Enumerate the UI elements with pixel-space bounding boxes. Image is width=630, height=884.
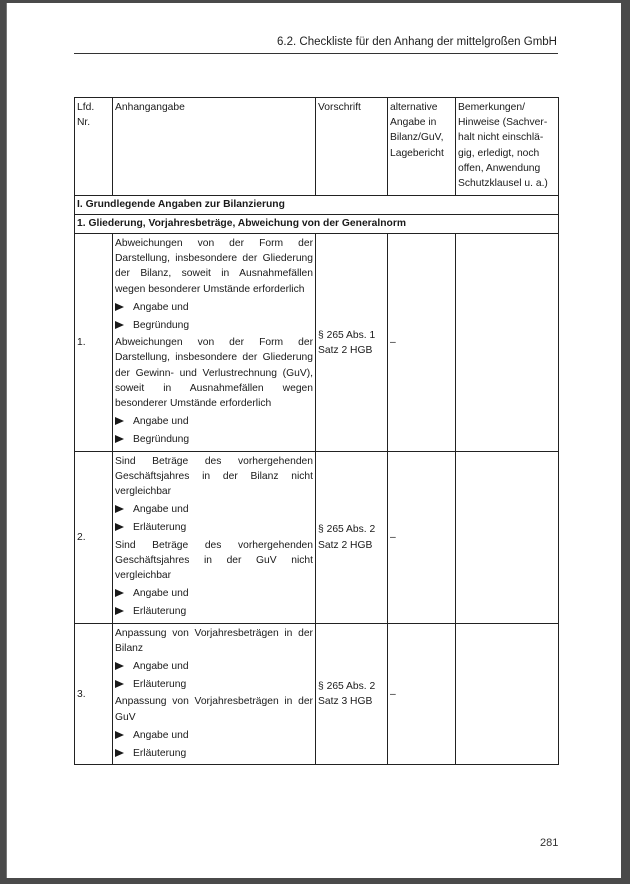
- header-alt-line: alternative: [390, 102, 438, 113]
- bullet-text: Erläuterung: [133, 522, 187, 534]
- bullet-text: Angabe und: [133, 416, 189, 428]
- table-row: [75, 623, 559, 765]
- header-lfd-label: Lfd.: [77, 102, 95, 113]
- bemerkungen-cell[interactable]: [456, 623, 559, 765]
- bullet-item: [115, 520, 313, 535]
- vorschrift-line: Satz 2 HGB: [318, 344, 373, 356]
- vorschrift-line: Satz 3 HGB: [318, 696, 373, 708]
- bemerkungen-cell[interactable]: [456, 451, 559, 623]
- triangle-bullet-icon: [115, 731, 124, 739]
- triangle-bullet-icon: [115, 321, 124, 329]
- triangle-bullet-icon: [115, 749, 124, 757]
- bullet-text: Angabe und: [133, 588, 189, 600]
- vorschrift-cell: [316, 623, 388, 765]
- row-number: 2.: [75, 451, 113, 623]
- header-alt-line: Lagebericht: [390, 147, 444, 159]
- table-row: [75, 234, 559, 452]
- header-alternative-angabe: [388, 98, 456, 196]
- requirement-text: Abweichungen von der Form der Darstellung, insbesondere der Gliederung der Gewinn- und Verlustrechnung (GuV), soweit in Ausnahmefällen wegen besonderer Umstände erforderlich: [115, 337, 313, 410]
- bullet-item: [115, 414, 313, 429]
- triangle-bullet-icon: [115, 505, 124, 513]
- page-number: 281: [540, 837, 559, 849]
- vorschrift-line: § 265 Abs. 2: [318, 524, 376, 536]
- bullet-item: [115, 746, 313, 761]
- bullet-text: Erläuterung: [133, 606, 187, 618]
- header-bem-line: gig, erledigt, noch: [458, 147, 540, 159]
- triangle-bullet-icon: [115, 303, 124, 311]
- header-bem-line: Schutzklausel u. a.): [458, 178, 548, 190]
- requirement-text: Sind Beträge des vorhergehenden Geschäftsjahres in der Bilanz nicht vergleichbar: [115, 455, 313, 498]
- requirement-text: Anpassung von Vorjahresbeträgen in der GuV: [115, 696, 313, 723]
- requirement-text: Anpassung von Vorjahresbeträgen in der Bilanz: [115, 627, 313, 654]
- checklist-rows: [75, 234, 559, 765]
- header-alt-line: Angabe in: [390, 117, 437, 129]
- bullet-text: Erläuterung: [133, 748, 187, 760]
- section-heading: I. Grundlegende Angaben zur Bilanzierung: [75, 196, 559, 215]
- triangle-bullet-icon: [115, 523, 124, 531]
- table-row: [75, 451, 559, 623]
- requirement-text: Abweichungen von der Form der Darstellung, insbesondere der Gliederung der Bilanz, soweit in Ausnahmefällen wegen besonderer Umstände erforderlich: [115, 238, 313, 295]
- triangle-bullet-icon: [115, 417, 124, 425]
- bullet-text: Erläuterung: [133, 679, 187, 691]
- triangle-bullet-icon: [115, 589, 124, 597]
- bullet-item: [115, 659, 313, 674]
- header-nr-label: Nr.: [77, 117, 91, 129]
- vorschrift-line: § 265 Abs. 1: [318, 329, 376, 341]
- subsection-heading: 1. Gliederung, Vorjahresbeträge, Abweichung von der Generalnorm: [75, 215, 559, 234]
- bullet-item: [115, 432, 313, 447]
- row-number: 1.: [75, 234, 113, 452]
- header-bem-line: Bemerkungen/: [458, 102, 525, 113]
- vorschrift-line: Satz 2 HGB: [318, 539, 373, 551]
- alternative-angabe-cell: –: [388, 451, 456, 623]
- bullet-item: [115, 677, 313, 692]
- bullet-item: [115, 728, 313, 743]
- header-anhangangabe: Anhangangabe: [113, 98, 316, 196]
- header-vorschrift: Vorschrift: [316, 98, 388, 196]
- triangle-bullet-icon: [115, 607, 124, 615]
- triangle-bullet-icon: [115, 435, 124, 443]
- header-rule: [74, 53, 558, 54]
- bullet-item: [115, 604, 313, 619]
- bullet-item: [115, 586, 313, 601]
- bullet-text: Begründung: [133, 434, 190, 446]
- alternative-angabe-cell: –: [388, 234, 456, 452]
- document-page: [6, 3, 621, 878]
- header-bem-line: halt nicht einschlä-: [458, 132, 544, 144]
- anhangangabe-cell: [113, 451, 316, 623]
- triangle-bullet-icon: [115, 680, 124, 688]
- bullet-text: Angabe und: [133, 661, 189, 673]
- section-heading-row: [75, 196, 559, 215]
- bullet-text: Angabe und: [133, 504, 189, 516]
- header-bem-line: offen, Anwendung: [458, 162, 541, 174]
- header-alt-line: Bilanz/GuV,: [390, 132, 444, 144]
- running-header-title: 6.2. Checkliste für den Anhang der mittelgroßen GmbH: [277, 36, 557, 48]
- bemerkungen-cell[interactable]: [456, 234, 559, 452]
- checklist-table: [74, 97, 559, 765]
- vorschrift-line: § 265 Abs. 2: [318, 681, 376, 693]
- requirement-text: Sind Beträge des vorhergehenden Geschäftsjahres in der GuV nicht vergleichbar: [115, 539, 313, 582]
- bullet-text: Angabe und: [133, 301, 189, 313]
- table-header-row: [75, 98, 559, 196]
- triangle-bullet-icon: [115, 662, 124, 670]
- vorschrift-cell: [316, 451, 388, 623]
- vorschrift-cell: [316, 234, 388, 452]
- bullet-item: [115, 502, 313, 517]
- bullet-item: [115, 318, 313, 333]
- bullet-text: Begründung: [133, 320, 190, 332]
- bullet-item: [115, 300, 313, 315]
- alternative-angabe-cell: –: [388, 623, 456, 765]
- anhangangabe-cell: [113, 623, 316, 765]
- header-bemerkungen: [456, 98, 559, 196]
- header-bem-line: Hinweise (Sachver-: [458, 117, 548, 129]
- bullet-text: Angabe und: [133, 729, 189, 741]
- header-lfd-nr: [75, 98, 113, 196]
- row-number: 3.: [75, 623, 113, 765]
- anhangangabe-cell: [113, 234, 316, 452]
- subsection-heading-row: [75, 215, 559, 234]
